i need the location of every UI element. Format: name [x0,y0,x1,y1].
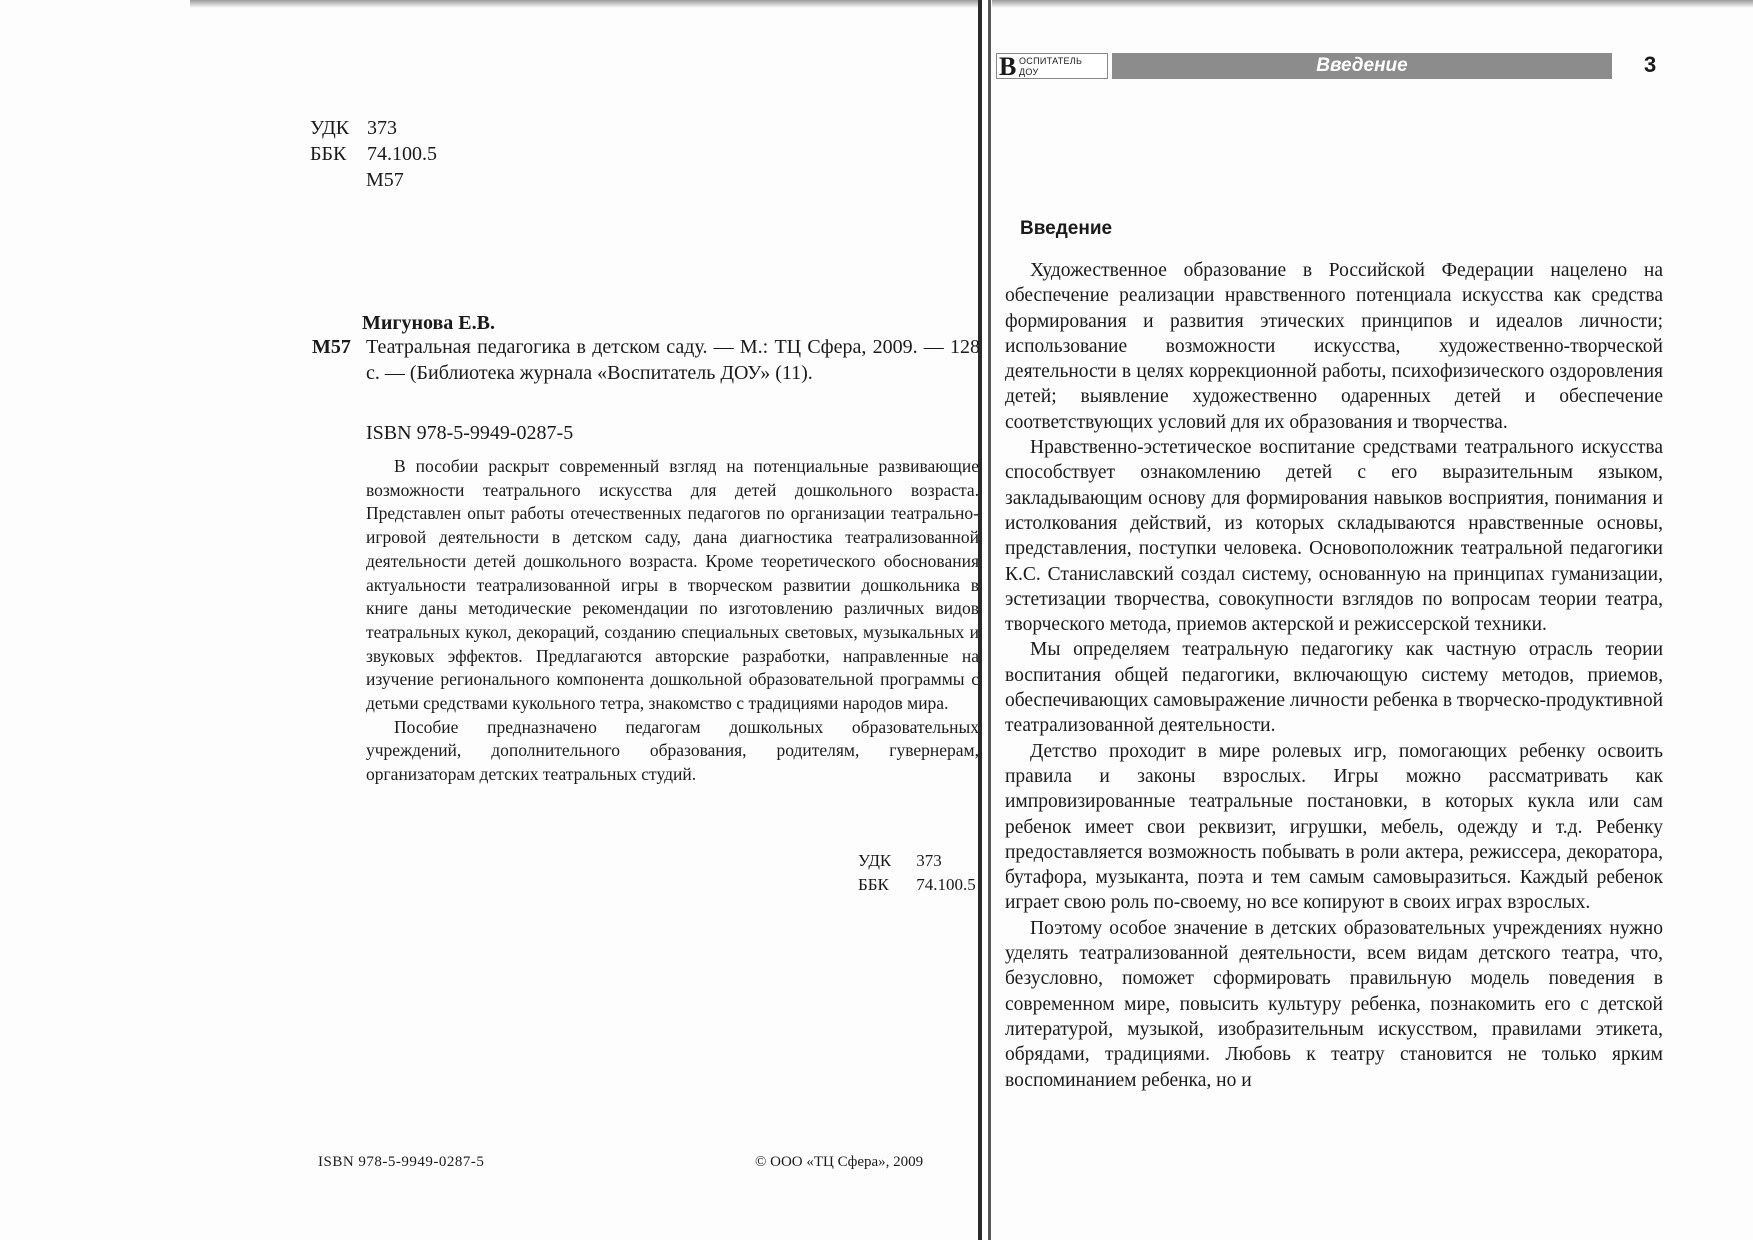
annotation-paragraph: В пособии раскрыт современный взгляд на потенциальные развивающие возможности театрального искусства для детей дошкольного возраста. Представлен опыт работы отечественных педагогов по организации театрально-игровой деятельности в детском саду, дана диагностика театрализованной деятельности детей дошкольного возраста. Кроме теоретического обоснования актуальности театрализованной игры в творческом развитии дошкольника в книге даны методические рекомендации по изготовлению различных видов театральных кукол, декораций, созданию специальных световых, музыкальных и звуковых эффектов. Предлагаются авторские разработки, направленные на изучение регионального компонента дошкольной образовательной программы с детьми средствами кукольного тетра, знакомство с традициями народов мира. [366,456,979,714]
header-band [1112,53,1612,79]
running-header [996,53,1616,79]
footer-isbn: ISBN 978-5-9949-0287-5 [318,1154,485,1170]
udk-value: 373 [367,117,397,139]
classification-block [310,115,437,193]
body-paragraph: Мы определяем театральную педагогику как частную отрасль теории воспитания общей педагогики, включающую систему методов, приемов, обеспечивающих самовыражение личности ребенка в творческо-продуктивной театрализованной деятельности. [1005,639,1664,737]
page-edge-shadow [992,0,1753,8]
body-paragraph: Детство проходит в мире ролевых игр, помогающих ребенку освоить правила и законы взрослых. Игры можно рассматривать как импровизированные театральные постановки, в которых кукла или сам ребенок имеет свои реквизит, игрушки, мебель, одежду и т.д. Ребенку предоставляется возможность побывать в роли актера, режиссера, декоратора, бутафора, музыканта, поэта и тем самым самовыразиться. Каждый ребенок играет свою роль по-своему, но все копируют в своих играх взрослых. [1005,740,1663,914]
udk-row [858,849,976,873]
journal-logo [996,53,1108,79]
logo-letter: В [999,52,1017,81]
page-number: 3 [1644,52,1657,77]
udk-row [310,115,437,141]
logo-text [1019,56,1082,78]
page-edge-shadow [190,0,978,8]
catalog-mark: М57 [312,336,351,358]
logo-line: ОСПИТАТЕЛЬ [1019,56,1083,66]
annotation-paragraph: Пособие предназначено педагогам дошкольных образовательных учреждений, дополнительного образования, родителям, гувернерам, организаторам детских театральных студий. [366,716,979,785]
body-paragraph: Художественное образование в Российской Федерации нацелено на обеспечение реализации нравственного потенциала искусства как средства формирования и развития этических принципов и идеалов личности; использование возможности искусства, художественно-творческой деятельности в целях коррекционной работы, психофизического оздоровления детей; выявление художественно одаренных детей и обеспечение соответствующих условий для их образования и творчества. [1005,260,1663,433]
book-spine-shadow [988,0,991,1240]
isbn: ISBN 978-5-9949-0287-5 [366,422,574,444]
bbk-row [310,141,437,167]
copyright: © ООО «ТЦ Сфера», 2009 [755,1154,924,1170]
udk-value: 373 [916,851,942,870]
annotation [366,455,979,787]
body-paragraph: Нравственно-эстетическое воспитание средствами театрального искусства способствует ознакомлению детей с его выразительным языком, закладывающим основу для формирования навыков восприятия, понимания и истолкования действий, из которых складываются нравственные основы, представления, поступки человека. Основоположник театральной педагогики К.С. Станиславский создал систему, основанную на принципах гуманизации, эстетизации творчества, совокупности взглядов по вопросам теории театра, творческого метода, приемов актерской и режиссерской техники. [1005,437,1663,636]
bibliographic-entry: Театральная педагогика в детском саду. — М.: ТЦ Сфера, 2009. — 128 с. — (Библиотека журнала «Воспитатель ДОУ» (11). [366,336,980,384]
body-paragraph: Поэтому особое значение в детских образовательных учреждениях нужно уделять театрализованной деятельности, всем видам детского театра, что, безусловно, поможет сформировать правильную модель поведения в современном мире, повысить культуру ребенка, познакомить его с детской литературой, музыкой, изобразительным искусством, правилами этикета, обрядами, традициями. Любовь к театру становится не только ярким воспоминанием ребенка, но и [1005,917,1663,1091]
udk-label: УДК [858,851,892,870]
udk-label: УДК [310,117,350,139]
bbk-value: 74.100.5 [367,143,437,165]
body-text [1005,258,1663,1093]
bibliographic-record [312,334,980,386]
author-mark: М57 [366,169,404,191]
bbk-label: ББК [858,875,889,894]
section-title: Введение [1020,218,1113,239]
author-name: Мигунова Е.В. [362,312,495,334]
bbk-row [858,873,976,897]
header-title: Введение [1316,55,1408,76]
logo-line: ДОУ [1019,67,1039,77]
classification-repeat [858,849,976,897]
bbk-value: 74.100.5 [916,875,976,894]
bbk-label: ББК [310,143,347,165]
